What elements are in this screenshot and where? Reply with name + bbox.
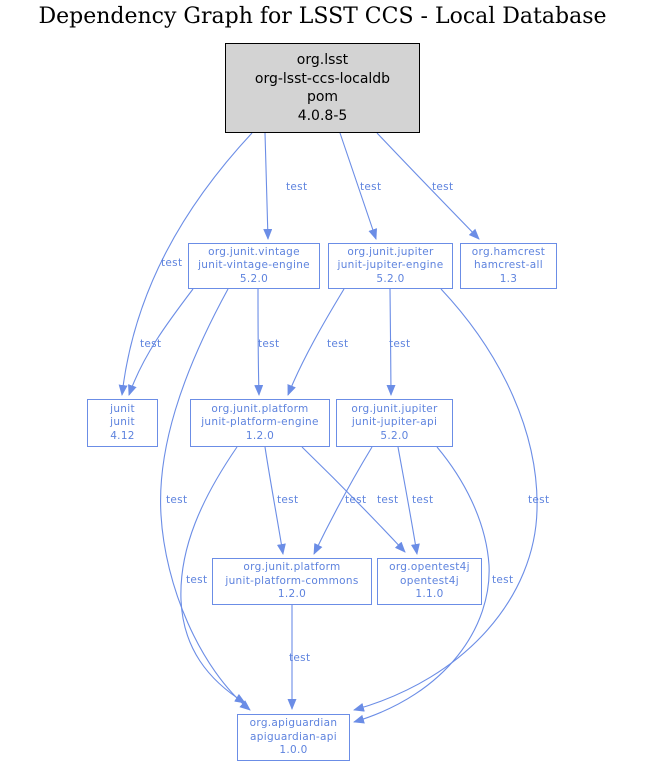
node-artifact: junit-jupiter-api	[351, 416, 438, 429]
node-version: 1.3	[499, 272, 518, 285]
node-artifact: junit-jupiter-engine	[337, 259, 444, 272]
edge-label-platform-engine-commons: test	[277, 494, 299, 506]
node-apiguardian-api	[237, 714, 350, 761]
node-artifact: junit-platform-commons	[225, 574, 359, 587]
node-artifact: opentest4j	[400, 574, 459, 587]
edge-label-jupiter-api-opentest4j: test	[412, 494, 434, 506]
node-hamcrest-all	[460, 243, 557, 289]
edge-label-platform-engine-apiguardian: test	[186, 574, 208, 586]
node-root-version: 4.0.8-5	[297, 107, 348, 124]
node-group: org.apiguardian	[249, 717, 338, 730]
edge-label-vintage-platform-engine: test	[258, 338, 280, 350]
edge-label-jupiter-api-commons: test	[377, 494, 399, 506]
node-group: org.junit.jupiter	[351, 402, 438, 415]
edge-label-platform-engine-opentest4j: test	[345, 494, 367, 506]
edge-label-root-hamcrest: test	[432, 181, 454, 193]
node-junit-platform-commons	[212, 558, 372, 605]
node-version: 1.2.0	[245, 429, 275, 442]
edge-root-hamcrest-all	[377, 133, 479, 239]
node-version: 5.2.0	[380, 429, 409, 442]
node-version: 5.2.0	[376, 272, 405, 285]
node-root	[225, 43, 420, 133]
node-group: junit	[110, 402, 135, 415]
node-root-packaging: pom	[306, 89, 339, 105]
node-junit-jupiter-api	[336, 399, 453, 447]
node-version: 4.12	[110, 429, 135, 442]
node-version: 1.2.0	[277, 588, 307, 601]
node-version: 5.2.0	[239, 272, 269, 285]
edge-label-vintage-apiguardian: test	[166, 494, 188, 506]
node-version: 1.0.0	[279, 744, 308, 757]
edge-label-root-junit: test	[161, 257, 183, 269]
edge-label-jupiter-api-apiguardian: test	[492, 574, 514, 586]
node-junit-platform-engine	[190, 399, 330, 447]
node-junit-jupiter-engine	[328, 243, 453, 289]
node-artifact: junit-platform-engine	[201, 416, 319, 429]
node-group: org.junit.platform	[243, 561, 341, 574]
node-root-group: org.lsst	[296, 52, 349, 68]
edge-label-vintage-junit: test	[140, 338, 162, 350]
node-group: org.opentest4j	[389, 561, 470, 574]
node-artifact: hamcrest-all	[474, 259, 543, 272]
node-junit	[87, 399, 158, 447]
edge-root-junit-vintage-engine	[265, 133, 268, 239]
node-group: org.junit.platform	[211, 402, 309, 415]
node-group: org.junit.jupiter	[347, 245, 434, 258]
node-group: org.hamcrest	[471, 245, 546, 258]
node-group: org.junit.vintage	[208, 245, 300, 258]
node-opentest4j	[377, 558, 482, 605]
edge-label-jupiter-engine-apiguardian: test	[528, 494, 550, 506]
edge-label-commons-apiguardian: test	[289, 652, 311, 664]
graph-title: Dependency Graph for LSST CCS - Local Database	[38, 4, 607, 29]
node-artifact: junit-vintage-engine	[198, 259, 310, 272]
node-artifact: junit	[110, 416, 135, 429]
edge-label-jupiter-engine-platform-engine: test	[327, 338, 349, 350]
edge-label-root-jupiter-engine: test	[360, 181, 382, 193]
node-junit-vintage-engine	[188, 243, 320, 289]
edge-label-root-vintage: test	[286, 181, 308, 193]
edge-label-jupiter-engine-jupiter-api: test	[389, 338, 411, 350]
node-root-artifact: org-lsst-ccs-localdb	[254, 70, 391, 87]
node-artifact: apiguardian-api	[250, 730, 337, 743]
node-version: 1.1.0	[415, 588, 444, 601]
